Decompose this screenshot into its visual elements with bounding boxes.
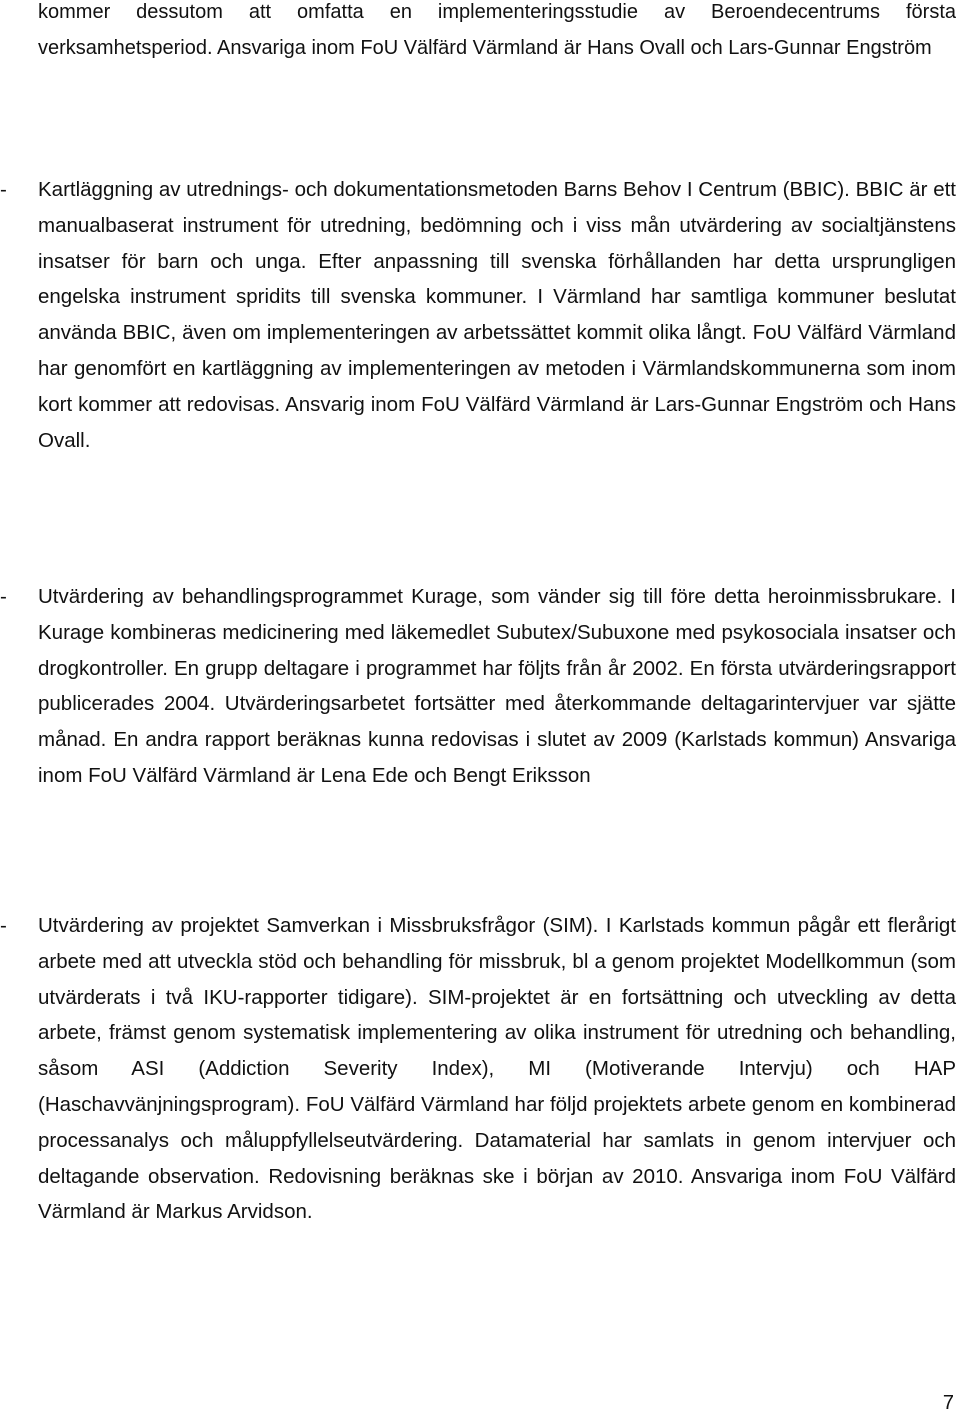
list-item-text: Utvärdering av behandlingsprogrammet Kurage, som vänder sig till före detta heroinmissbrukare. I Kurage kombineras medicinering med läkemedlet Subutex/Subuxone med psykosociala insatser och drogkontroller. En grupp deltagare i programmet har följts från år 2002. En första utvärderingsrapport publicerades 2004. Utvärderingsarbetet fortsätter med återkommande deltagarintervjuer var sjätte månad. En andra rapport beräknas kunna redovisas i slutet av 2009 (Karlstads kommun) Ansvariga inom FoU Välfärd Värmland är Lena Ede och Bengt Eriksson (38, 585, 956, 787)
list-item-text: Kartläggning av utrednings- och dokumentationsmetoden Barns Behov I Centrum (BBIC). BBIC är ett manualbaserat instrument för utredning, bedömning och i viss mån utvärdering av socialtjänstens insatser för barn och unga. Efter anpassning till svenska förhållanden har detta ursprungligen engelska instrument spridits till svenska kommuner. I Värmland har samtliga kommuner beslutat använda BBIC, även om implementeringen av arbetssättet kommit olika långt. FoU Välfärd Värmland har genomfört en kartläggning av implementeringen av metoden i Värmlandskommunerna som inom kort kommer att redovisas. Ansvarig inom FoU Välfärd Värmland är Lars-Gunnar Engström och Hans Ovall. (38, 178, 956, 452)
list-marker: - (0, 585, 7, 608)
list-marker: - (0, 914, 7, 937)
list-marker: - (0, 178, 7, 201)
list-item-text: Utvärdering av projektet Samverkan i Missbruksfrågor (SIM). I Karlstads kommun pågår ett flerårigt arbete med att utveckla stöd och behandling för missbruk, bl a genom projektet Modellkommun (som utvärderats i två IKU-rapporter tidigare). SIM-projektet är en fortsättning och utveckling av detta arbete, främst genom systematisk implementering av olika instrument för utredning och behandling, såsom ASI (Addiction Severity Index), MI (Motiverande Intervju) och HAP (Haschavvänjningsprogram). FoU Välfärd Värmland har följd projektets arbete genom en kombinerad processanalys och måluppfyllelseutvärdering. Datamaterial har samlats in genom intervjuer och deltagande observation. Redovisning beräknas ske i början av 2010. Ansvariga inom FoU Välfärd Värmland är Markus Arvidson. (38, 914, 956, 1224)
intro-paragraph: kommer dessutom att omfatta en implementeringsstudie av Beroendecentrums första verksamhetsperiod. Ansvariga inom FoU Välfärd Värmland är Hans Ovall och Lars-Gunnar Engström (38, 1, 956, 59)
page-number: 7 (942, 1392, 954, 1414)
